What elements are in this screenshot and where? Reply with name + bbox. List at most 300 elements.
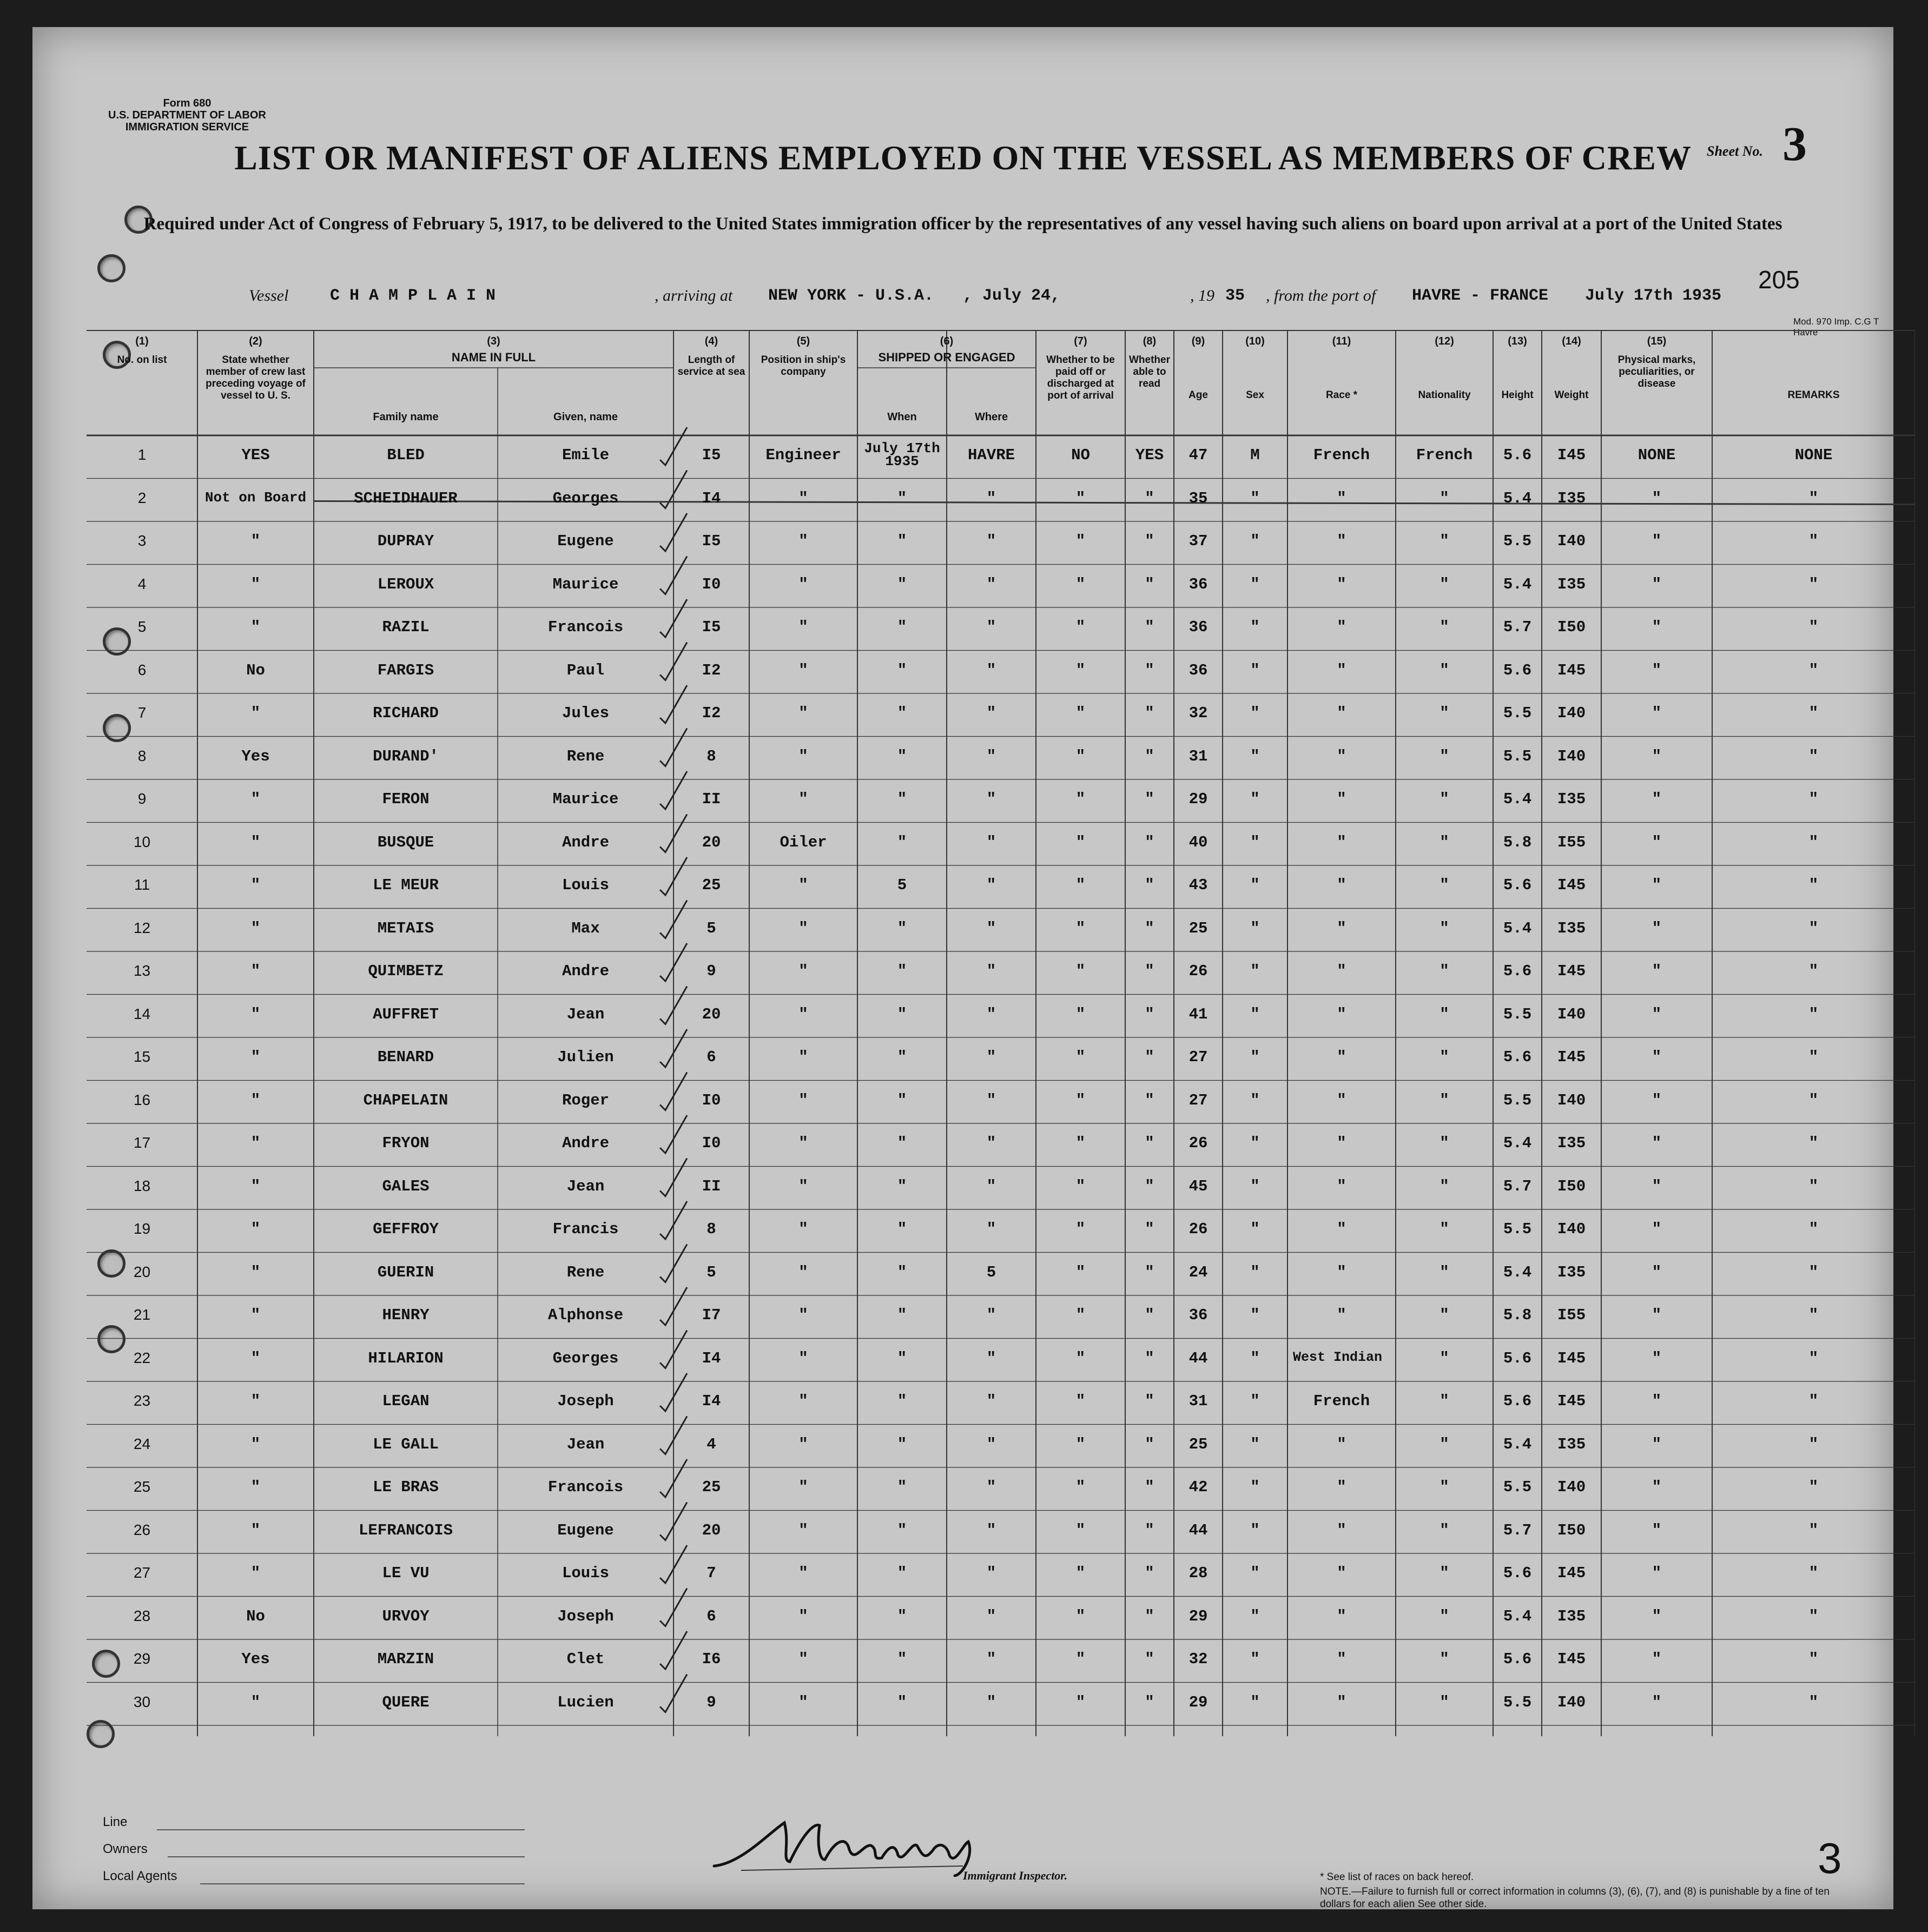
cell-race: " bbox=[1337, 1263, 1346, 1281]
arrival-date: , July 24, bbox=[963, 287, 1061, 305]
cell-prev: Yes bbox=[241, 1650, 270, 1668]
cell-read: " bbox=[1145, 1392, 1154, 1410]
cell-weight: I35 bbox=[1557, 1263, 1586, 1281]
cell-race: " bbox=[1337, 704, 1346, 722]
cell-height: 5.4 bbox=[1503, 1607, 1532, 1625]
cell-service: I4 bbox=[702, 1392, 721, 1410]
column-number-c1: (1) bbox=[135, 335, 149, 347]
cell-sex: " bbox=[1250, 489, 1260, 507]
cell-nationality: " bbox=[1440, 1607, 1449, 1625]
cell-where: " bbox=[986, 1650, 996, 1668]
cell-read: " bbox=[1145, 1693, 1154, 1711]
cell-given: Andre bbox=[562, 1134, 609, 1152]
cell-race: " bbox=[1337, 1005, 1346, 1023]
cell-race: " bbox=[1337, 575, 1346, 593]
cell-marks: " bbox=[1652, 1521, 1662, 1539]
cell-age: 29 bbox=[1189, 1693, 1208, 1711]
cell-where: " bbox=[986, 962, 996, 980]
cell-family: DUPRAY bbox=[377, 532, 434, 550]
cell-prev: No bbox=[246, 661, 265, 679]
cell-no: 24 bbox=[133, 1435, 151, 1452]
cell-where: " bbox=[986, 1091, 996, 1109]
line-label: Line bbox=[103, 1815, 128, 1829]
cell-marks: " bbox=[1652, 1220, 1662, 1238]
cell-marks: " bbox=[1652, 618, 1662, 636]
cell-marks: " bbox=[1652, 532, 1662, 550]
cell-nationality: " bbox=[1440, 532, 1449, 550]
cell-where: " bbox=[986, 1220, 996, 1238]
cell-nationality: " bbox=[1440, 1564, 1449, 1582]
cell-prev: " bbox=[250, 1693, 261, 1711]
cell-when: " bbox=[897, 1564, 907, 1582]
cell-given: Jules bbox=[562, 704, 609, 722]
cell-when: July 17th 1935 bbox=[864, 440, 940, 469]
cell-service: 6 bbox=[707, 1607, 716, 1625]
cell-no: 16 bbox=[133, 1091, 151, 1108]
cell-given: Emile bbox=[562, 446, 609, 464]
cell-height: 5.8 bbox=[1503, 833, 1532, 851]
cell-height: 5.4 bbox=[1503, 1134, 1532, 1152]
cell-family: LEROUX bbox=[377, 575, 434, 593]
cell-read: " bbox=[1145, 833, 1154, 851]
cell-weight: I40 bbox=[1557, 704, 1586, 722]
cell-family: CHAPELAIN bbox=[363, 1091, 448, 1109]
local-agents-field bbox=[200, 1883, 525, 1884]
cell-age: 27 bbox=[1189, 1091, 1208, 1109]
cell-marks: " bbox=[1652, 489, 1662, 507]
cell-given: Roger bbox=[562, 1091, 609, 1109]
cell-given: Lucien bbox=[557, 1693, 614, 1711]
cell-remarks: " bbox=[1808, 1521, 1819, 1539]
stamp-number: 205 bbox=[1758, 266, 1800, 294]
cell-paid: " bbox=[1075, 1650, 1086, 1668]
cell-weight: I35 bbox=[1557, 790, 1586, 808]
cell-service: 25 bbox=[702, 1478, 721, 1496]
cell-when: " bbox=[897, 618, 907, 636]
cell-when: " bbox=[897, 1392, 907, 1410]
column-header-c3: NAME IN FULL bbox=[451, 350, 536, 364]
cell-read: " bbox=[1145, 1263, 1154, 1281]
cell-paid: " bbox=[1075, 1134, 1086, 1152]
cell-position: " bbox=[798, 1220, 808, 1238]
cell-where: " bbox=[986, 833, 996, 851]
cell-height: 5.4 bbox=[1503, 489, 1532, 507]
cell-where: " bbox=[986, 1005, 996, 1023]
cell-no: 8 bbox=[137, 747, 147, 764]
cell-no: 18 bbox=[133, 1177, 151, 1194]
cell-read: " bbox=[1145, 704, 1154, 722]
cell-when: " bbox=[897, 1005, 907, 1023]
cell-service: II bbox=[702, 1177, 721, 1195]
races-note: * See list of races on back hereof. bbox=[1320, 1871, 1474, 1883]
arriving-port: NEW YORK - U.S.A. bbox=[768, 287, 934, 305]
cell-marks: " bbox=[1652, 1478, 1662, 1496]
cell-remarks: " bbox=[1808, 1177, 1819, 1195]
cell-height: 5.6 bbox=[1503, 446, 1532, 464]
cell-position: " bbox=[798, 1263, 808, 1281]
cell-when: " bbox=[897, 1607, 907, 1625]
cell-sex: " bbox=[1250, 1177, 1260, 1195]
cell-remarks: " bbox=[1808, 962, 1819, 980]
form-number: Form 680 bbox=[163, 97, 212, 109]
cell-nationality: " bbox=[1440, 790, 1449, 808]
cell-when: " bbox=[897, 1435, 907, 1453]
cell-family: BUSQUE bbox=[377, 833, 434, 851]
cell-where: " bbox=[986, 618, 996, 636]
cell-remarks: " bbox=[1808, 532, 1819, 550]
cell-age: 36 bbox=[1189, 575, 1208, 593]
cell-given: Andre bbox=[562, 833, 609, 851]
cell-position: " bbox=[798, 618, 808, 636]
cell-family: RICHARD bbox=[373, 704, 439, 722]
cell-given: Francois bbox=[547, 618, 624, 636]
cell-given: Francois bbox=[547, 1478, 624, 1496]
cell-family: GEFFROY bbox=[373, 1220, 439, 1238]
arriving-label: , arriving at bbox=[655, 287, 733, 305]
cell-height: 5.5 bbox=[1503, 1005, 1532, 1023]
cell-given: Jean bbox=[566, 1435, 605, 1453]
cell-where: " bbox=[986, 1306, 996, 1324]
cell-no: 28 bbox=[133, 1607, 151, 1624]
cell-read: " bbox=[1145, 575, 1154, 593]
cell-prev: Not on Board bbox=[204, 489, 307, 506]
cell-race: " bbox=[1337, 747, 1346, 765]
cell-where: 5 bbox=[986, 1263, 996, 1281]
department-name: U.S. DEPARTMENT OF LABOR bbox=[108, 109, 266, 121]
cell-sex: " bbox=[1250, 1220, 1260, 1238]
column-header-c10: Sex bbox=[1246, 389, 1264, 401]
cell-paid: " bbox=[1075, 489, 1086, 507]
vessel-name: C H A M P L A I N bbox=[330, 287, 496, 305]
cell-position: " bbox=[798, 1693, 808, 1711]
cell-paid: " bbox=[1075, 790, 1086, 808]
cell-weight: I35 bbox=[1557, 575, 1586, 593]
column-header-c1: No. on list bbox=[117, 354, 167, 366]
cell-position: " bbox=[798, 876, 808, 894]
cell-race: " bbox=[1337, 833, 1346, 851]
cell-race: " bbox=[1337, 919, 1346, 937]
cell-no: 17 bbox=[133, 1134, 151, 1151]
cell-position: " bbox=[798, 1091, 808, 1109]
cell-nationality: " bbox=[1440, 1650, 1449, 1668]
column-number-c9: (9) bbox=[1191, 335, 1205, 347]
cell-position: " bbox=[798, 919, 808, 937]
cell-height: 5.5 bbox=[1503, 1091, 1532, 1109]
cell-paid: " bbox=[1075, 1349, 1086, 1367]
cell-weight: I40 bbox=[1557, 1005, 1586, 1023]
cell-weight: I40 bbox=[1557, 532, 1586, 550]
cell-sex: " bbox=[1250, 1435, 1260, 1453]
column-header-c2: State whether member of crew last preceding voyage of vessel to U. S. bbox=[206, 354, 306, 401]
cell-prev: " bbox=[250, 1048, 261, 1066]
cell-age: 24 bbox=[1189, 1263, 1208, 1281]
cell-height: 5.4 bbox=[1503, 575, 1532, 593]
cell-sex: " bbox=[1250, 1349, 1260, 1367]
cell-given: Georges bbox=[552, 1349, 619, 1367]
cell-no: 13 bbox=[133, 962, 151, 979]
column-header-c14: Weight bbox=[1554, 389, 1589, 401]
cell-age: 37 bbox=[1189, 532, 1208, 550]
cell-given: Georges bbox=[552, 489, 619, 507]
cell-race: " bbox=[1337, 1435, 1346, 1453]
cell-remarks: " bbox=[1808, 1306, 1819, 1324]
cell-race: " bbox=[1337, 962, 1346, 980]
cell-when: " bbox=[897, 704, 907, 722]
cell-nationality: " bbox=[1440, 1134, 1449, 1152]
cell-age: 26 bbox=[1189, 1220, 1208, 1238]
cell-race: " bbox=[1337, 1650, 1346, 1668]
cell-position: " bbox=[798, 1177, 808, 1195]
arrival-year: 35 bbox=[1225, 287, 1245, 305]
column-header-c13: Height bbox=[1501, 389, 1534, 401]
cell-no: 6 bbox=[137, 661, 147, 678]
sheet-number: 3 bbox=[1782, 117, 1807, 171]
page-number: 3 bbox=[1818, 1834, 1842, 1882]
page-subtitle: Required under Act of Congress of February 5, 1917, to be delivered to the United States immigration officer by the representatives of any vessel having such aliens on board upon arrival at a port of the United States bbox=[143, 214, 1782, 234]
cell-no: 26 bbox=[133, 1521, 151, 1538]
cell-prev: " bbox=[250, 1478, 261, 1496]
cell-when: " bbox=[897, 489, 907, 507]
cell-height: 5.5 bbox=[1503, 1478, 1532, 1496]
cell-race: " bbox=[1337, 876, 1346, 894]
cell-marks: " bbox=[1652, 1177, 1662, 1195]
cell-where: " bbox=[986, 1478, 996, 1496]
cell-marks: " bbox=[1652, 661, 1662, 679]
cell-position: " bbox=[798, 1306, 808, 1324]
cell-age: 36 bbox=[1189, 618, 1208, 636]
cell-paid: " bbox=[1075, 876, 1086, 894]
column-number-c2: (2) bbox=[249, 335, 262, 347]
cell-when: " bbox=[897, 1349, 907, 1367]
cell-nationality: " bbox=[1440, 1521, 1449, 1539]
cell-age: 25 bbox=[1189, 1435, 1208, 1453]
cell-read: " bbox=[1145, 1177, 1154, 1195]
cell-no: 11 bbox=[134, 876, 150, 893]
cell-given: Joseph bbox=[557, 1607, 614, 1625]
cell-service: 20 bbox=[702, 833, 721, 851]
cell-given: Maurice bbox=[552, 575, 619, 593]
cell-no: 5 bbox=[137, 618, 147, 635]
cell-read: " bbox=[1145, 1478, 1154, 1496]
cell-weight: I45 bbox=[1557, 1650, 1586, 1668]
cell-nationality: " bbox=[1440, 1091, 1449, 1109]
cell-service: I0 bbox=[702, 1134, 721, 1152]
column-header-c11: Race * bbox=[1325, 389, 1358, 401]
cell-marks: " bbox=[1652, 1005, 1662, 1023]
cell-sex: " bbox=[1250, 790, 1260, 808]
local-agents-label: Local Agents bbox=[103, 1869, 177, 1883]
cell-when: " bbox=[897, 1478, 907, 1496]
cell-weight: I35 bbox=[1557, 1134, 1586, 1152]
cell-paid: " bbox=[1075, 1005, 1086, 1023]
cell-race: " bbox=[1337, 1177, 1346, 1195]
cell-prev: " bbox=[250, 575, 261, 593]
cell-read: " bbox=[1145, 1306, 1154, 1324]
cell-family: SCHEIDHAUER bbox=[354, 489, 458, 507]
cell-remarks: " bbox=[1808, 1607, 1819, 1625]
cell-family: DURAND' bbox=[373, 747, 439, 765]
cell-nationality: " bbox=[1440, 1306, 1449, 1324]
cell-remarks: " bbox=[1808, 1693, 1819, 1711]
cell-position: " bbox=[798, 1607, 808, 1625]
cell-when: " bbox=[897, 962, 907, 980]
cell-age: 47 bbox=[1189, 446, 1208, 464]
cell-service: 8 bbox=[707, 1220, 716, 1238]
column-header-given-name: Given, name bbox=[553, 411, 618, 423]
cell-paid: " bbox=[1075, 704, 1086, 722]
cell-sex: " bbox=[1250, 833, 1260, 851]
vessel-label: Vessel bbox=[249, 287, 289, 305]
cell-family: BLED bbox=[387, 446, 425, 464]
column-header-c4: Length of service at sea bbox=[677, 354, 745, 378]
cell-sex: " bbox=[1250, 962, 1260, 980]
cell-sex: " bbox=[1250, 1564, 1260, 1582]
cell-read: " bbox=[1145, 1134, 1154, 1152]
cell-remarks: " bbox=[1808, 618, 1819, 636]
cell-height: 5.6 bbox=[1503, 1349, 1532, 1367]
cell-prev: " bbox=[250, 1564, 261, 1582]
cell-height: 5.4 bbox=[1503, 919, 1532, 937]
cell-service: 9 bbox=[707, 1693, 716, 1711]
column-header-c9: Age bbox=[1189, 389, 1208, 401]
column-number-c8: (8) bbox=[1143, 335, 1157, 347]
cell-no: 1 bbox=[137, 446, 147, 463]
cell-family: AUFFRET bbox=[373, 1005, 439, 1023]
cell-prev: " bbox=[250, 919, 261, 937]
from-port-label: , from the port of bbox=[1266, 287, 1376, 305]
cell-marks: NONE bbox=[1638, 446, 1676, 464]
cell-service: I2 bbox=[702, 661, 721, 679]
cell-nationality: " bbox=[1440, 661, 1449, 679]
cell-race: " bbox=[1337, 1306, 1346, 1324]
cell-age: 27 bbox=[1189, 1048, 1208, 1066]
cell-remarks: " bbox=[1808, 919, 1819, 937]
cell-read: " bbox=[1145, 962, 1154, 980]
column-number-c10: (10) bbox=[1245, 335, 1265, 347]
cell-sex: " bbox=[1250, 1306, 1260, 1324]
cell-paid: " bbox=[1075, 1048, 1086, 1066]
cell-remarks: " bbox=[1808, 704, 1819, 722]
cell-no: 4 bbox=[137, 575, 147, 592]
cell-given: Eugene bbox=[557, 532, 614, 550]
cell-weight: I35 bbox=[1557, 919, 1586, 937]
cell-race: " bbox=[1337, 1564, 1346, 1582]
cell-service: 5 bbox=[707, 919, 716, 937]
cell-age: 35 bbox=[1189, 489, 1208, 507]
cell-marks: " bbox=[1652, 1564, 1662, 1582]
cell-when: " bbox=[897, 1220, 907, 1238]
cell-read: " bbox=[1145, 876, 1154, 894]
cell-position: " bbox=[798, 575, 808, 593]
cell-nationality: " bbox=[1440, 833, 1449, 851]
cell-weight: I40 bbox=[1557, 1693, 1586, 1711]
cell-weight: I45 bbox=[1557, 446, 1586, 464]
cell-family: BENARD bbox=[377, 1048, 434, 1066]
cell-service: 20 bbox=[702, 1521, 721, 1539]
owners-label: Owners bbox=[103, 1842, 148, 1856]
cell-no: 29 bbox=[133, 1650, 151, 1667]
cell-where: " bbox=[986, 1177, 996, 1195]
cell-nationality: " bbox=[1440, 618, 1449, 636]
line-field bbox=[157, 1829, 525, 1830]
cell-given: Eugene bbox=[557, 1521, 614, 1539]
from-port: HAVRE - FRANCE bbox=[1412, 287, 1549, 305]
cell-read: " bbox=[1145, 489, 1154, 507]
column-header-c5: Position in ship's company bbox=[761, 354, 846, 378]
cell-age: 25 bbox=[1189, 919, 1208, 937]
cell-position: " bbox=[798, 1521, 808, 1539]
cell-family: RAZIL bbox=[382, 618, 430, 636]
owners-field bbox=[168, 1856, 525, 1857]
column-header-where: Where bbox=[974, 411, 1008, 423]
cell-read: " bbox=[1145, 1048, 1154, 1066]
cell-no: 21 bbox=[133, 1306, 151, 1323]
cell-sex: " bbox=[1250, 1650, 1260, 1668]
cell-marks: " bbox=[1652, 704, 1662, 722]
cell-read: " bbox=[1145, 1564, 1154, 1582]
column-number-c3: (3) bbox=[487, 335, 500, 347]
cell-no: 22 bbox=[133, 1349, 151, 1366]
cell-no: 15 bbox=[133, 1048, 151, 1065]
cell-when: 5 bbox=[897, 876, 907, 894]
cell-service: 5 bbox=[707, 1263, 716, 1281]
inspector-signature bbox=[709, 1812, 990, 1877]
cell-prev: Yes bbox=[241, 747, 270, 765]
manifest-sheet bbox=[32, 27, 1893, 1909]
cell-prev: " bbox=[250, 1435, 261, 1453]
cell-weight: I40 bbox=[1557, 747, 1586, 765]
cell-weight: I45 bbox=[1557, 1564, 1586, 1582]
cell-prev: " bbox=[250, 1005, 261, 1023]
cell-where: " bbox=[986, 1607, 996, 1625]
column-number-c13: (13) bbox=[1508, 335, 1527, 347]
cell-no: 7 bbox=[137, 704, 147, 721]
cell-marks: " bbox=[1652, 1693, 1662, 1711]
cell-race: " bbox=[1337, 1134, 1346, 1152]
column-header-c8: Whether able to read bbox=[1129, 354, 1170, 389]
cell-remarks: " bbox=[1808, 1349, 1819, 1367]
cell-family: GALES bbox=[382, 1177, 430, 1195]
cell-race: " bbox=[1337, 1521, 1346, 1539]
cell-prev: " bbox=[250, 790, 261, 808]
cell-weight: I40 bbox=[1557, 1091, 1586, 1109]
inspector-label: Immigrant Inspector. bbox=[963, 1869, 1068, 1882]
cell-height: 5.5 bbox=[1503, 1693, 1532, 1711]
cell-paid: " bbox=[1075, 575, 1086, 593]
cell-position: " bbox=[798, 747, 808, 765]
cell-where: " bbox=[986, 1048, 996, 1066]
cell-no: 2 bbox=[137, 489, 147, 506]
cell-paid: " bbox=[1075, 1435, 1086, 1453]
cell-prev: YES bbox=[241, 446, 270, 464]
cell-when: " bbox=[897, 1306, 907, 1324]
cell-sex: " bbox=[1250, 747, 1260, 765]
cell-marks: " bbox=[1652, 1607, 1662, 1625]
cell-remarks: " bbox=[1808, 1005, 1819, 1023]
cell-weight: I55 bbox=[1557, 833, 1586, 851]
cell-nationality: " bbox=[1440, 919, 1449, 937]
cell-remarks: " bbox=[1808, 876, 1819, 894]
cell-given: Maurice bbox=[552, 790, 619, 808]
cell-prev: " bbox=[250, 1392, 261, 1410]
cell-paid: " bbox=[1075, 661, 1086, 679]
cell-marks: " bbox=[1652, 1349, 1662, 1367]
cell-prev: " bbox=[250, 532, 261, 550]
cell-position: " bbox=[798, 661, 808, 679]
cell-remarks: NONE bbox=[1794, 446, 1833, 464]
cell-marks: " bbox=[1652, 790, 1662, 808]
cell-height: 5.7 bbox=[1503, 618, 1532, 636]
